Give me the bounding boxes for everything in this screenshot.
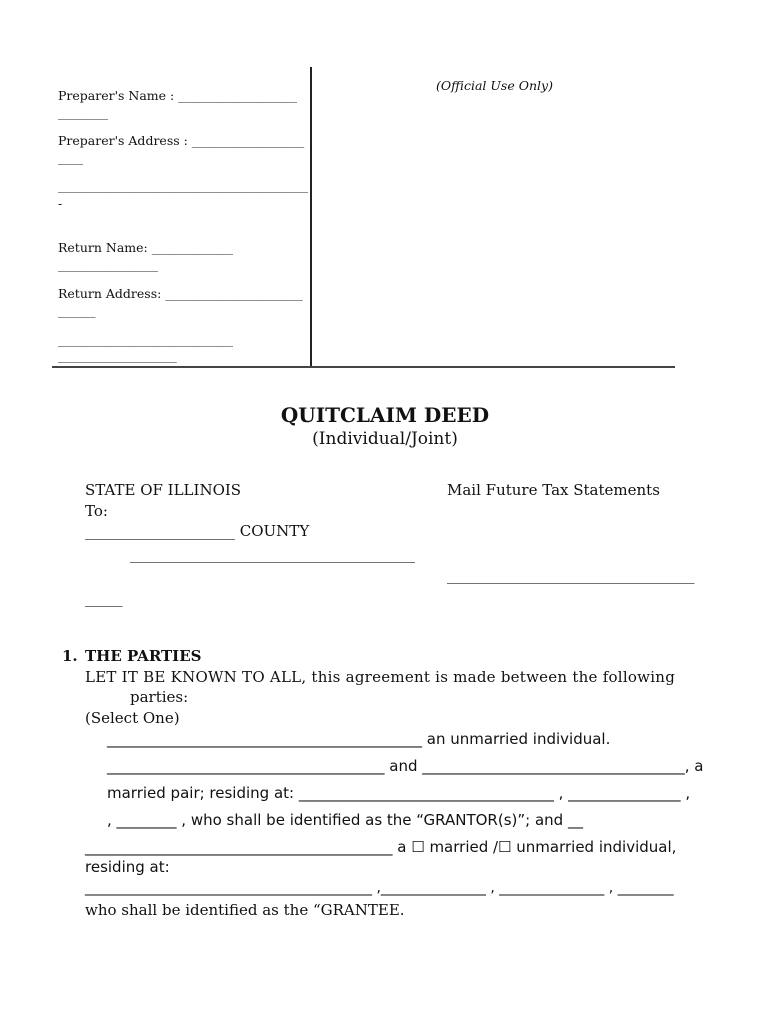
select-one-label: (Select One): [85, 709, 180, 727]
header-divider-vertical: [310, 67, 312, 368]
preparer-address-line2-cont: -: [58, 196, 63, 211]
section-intro: LET IT BE KNOWN TO ALL, this agreement is made between the following: [85, 668, 676, 686]
header-divider-horizontal: [52, 366, 675, 368]
document-title: QUITCLAIM DEED: [280, 403, 490, 427]
document-subtitle: (Individual/Joint): [312, 429, 458, 449]
return-address-field: Return Address: ______________________: [58, 286, 303, 301]
state-line: STATE OF ILLINOIS: [85, 481, 242, 499]
section-number: 1.: [62, 647, 78, 665]
official-use-label: (Official Use Only): [436, 78, 553, 93]
grantee-identified-line: who shall be identified as the “GRANTEE.: [85, 901, 405, 919]
preparer-address-line2: ________________________________________: [58, 178, 308, 193]
residing-at-label: residing at:: [85, 858, 170, 876]
return-address-line2-cont: ___________________: [58, 348, 177, 363]
preparer-name-field: Preparer's Name : ___________________: [58, 88, 297, 103]
preparer-address-field: Preparer's Address : __________________: [58, 133, 305, 148]
married-residing-line: married pair; residing at: __________________________________ , _______________ ,: [107, 784, 691, 802]
grantee-address-line: _________________________________________ ,_______________ , _______________ , ________: [85, 880, 674, 896]
mail-address-line: _________________________________: [447, 566, 695, 584]
option-married-line: _____________________________________ and ___________________________________, a: [107, 757, 704, 775]
return-name-field-cont: ________________: [58, 257, 158, 272]
to-label: To:: [85, 502, 108, 520]
preparer-name-field-cont: ________: [58, 105, 108, 120]
grantor-line: , ________ , who shall be identified as the “GRANTOR(s)”; and __: [107, 811, 583, 829]
preparer-address-field-cont: ____: [58, 150, 83, 165]
return-address-line2: ____________________________: [58, 332, 233, 347]
grantee-line: _________________________________________ a ☐ married /☐ unmarried individual,: [85, 838, 677, 856]
return-name-field: Return Name: _____________: [58, 240, 233, 255]
return-address-field-cont: ______: [58, 303, 96, 318]
section-heading: THE PARTIES: [85, 647, 202, 665]
section-intro-cont: parties:: [130, 688, 189, 706]
short-line: _____: [85, 589, 123, 607]
county-line: ____________________ COUNTY: [85, 522, 310, 540]
option-unmarried-line: __________________________________________ an unmarried individual.: [107, 730, 611, 748]
county-sub-line: ______________________________________: [130, 545, 415, 563]
mail-future-label: Mail Future Tax Statements: [447, 481, 660, 499]
